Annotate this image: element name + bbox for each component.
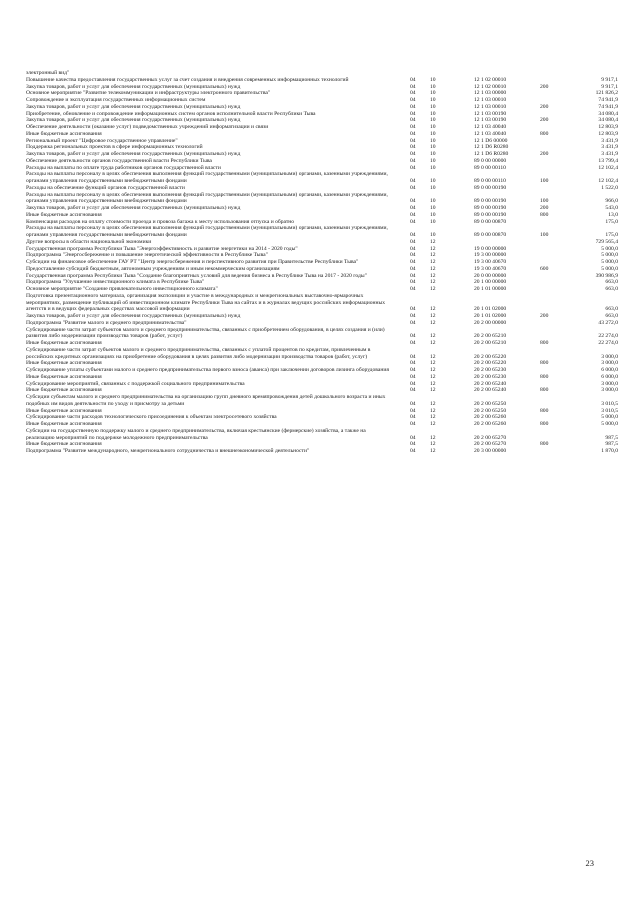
table-row <box>26 414 622 421</box>
table-row <box>26 394 622 408</box>
row-target-article: 19 3 00 40670 <box>474 259 507 265</box>
row-target-article: 19 0 00 00000 <box>474 245 507 252</box>
row-section: 04 <box>410 178 416 184</box>
row-section: 04 <box>410 360 416 367</box>
row-name: Основное мероприятие "Развитие телекоммуникации и инфраструктуры электронного правительства" <box>26 90 271 97</box>
row-amount: 5 000,0 <box>601 259 618 265</box>
row-amount: 74 941,9 <box>598 103 618 110</box>
row-name: Сопровождение и эксплуатация государственных информационных систем <box>26 97 206 103</box>
row-name: Иные бюджетные ассигнования <box>26 340 102 346</box>
row-target-article: 89 0 00 00000 <box>474 157 507 164</box>
row-target-article: 12 1 03 00190 <box>474 117 507 124</box>
row-expense-type: 200 <box>540 117 549 124</box>
row-amount: 34 080,4 <box>598 110 618 117</box>
table-row <box>26 158 622 165</box>
row-section: 04 <box>410 205 416 211</box>
row-subsection: 12 <box>430 313 436 319</box>
budget-table <box>26 70 622 455</box>
row-name: Иные бюджетные ассигнования <box>26 387 102 394</box>
row-section: 04 <box>410 380 416 387</box>
row-target-article: 12 1 03 00010 <box>474 103 507 110</box>
row-target-article: 12 1 03 00190 <box>474 110 507 117</box>
row-section: 04 <box>410 164 416 171</box>
row-amount: 543,0 <box>605 205 618 211</box>
row-section: 04 <box>410 279 416 286</box>
row-target-article: 20 2 00 65250 <box>474 400 507 407</box>
row-amount: 5 000,0 <box>601 265 618 272</box>
table-row <box>26 192 622 206</box>
table-row <box>26 340 622 347</box>
row-section: 04 <box>410 373 416 380</box>
row-name: Субсидирование мероприятий, связанных с поддержкой социального предпринимательства <box>26 380 245 387</box>
row-amount: 22 274,0 <box>598 333 618 340</box>
row-name: Подпрограмма "Развитие малого и среднего предпринимательства" <box>26 319 187 326</box>
row-subsection: 10 <box>430 76 436 83</box>
row-name: Обеспечение деятельности (оказание услуг) подведомственных учреждений информатизации и связи <box>26 124 269 130</box>
row-target-article: 20 1 01 02000 <box>474 306 507 313</box>
row-subsection: 10 <box>430 211 436 218</box>
row-name: Подпрограмма "Развитие международного, межрегионального сотрудничества и внешнеэкономической деятельности" <box>26 448 310 454</box>
row-amount: 966,0 <box>605 198 618 205</box>
table-row <box>26 124 622 131</box>
row-name: Закупка товаров, работ и услуг для обеспечения государственных (муниципальных) нужд <box>26 151 241 157</box>
row-name: Обеспечение деятельности органов государственной власти Республики Тыва <box>26 157 212 164</box>
row-section: 04 <box>410 319 416 326</box>
row-subsection: 12 <box>430 238 436 245</box>
row-target-article: 89 0 00 00190 <box>474 211 507 218</box>
row-section: 04 <box>410 421 416 427</box>
table-row <box>26 428 622 442</box>
row-amount: 663,0 <box>605 313 618 319</box>
row-target-article: 89 0 00 00190 <box>474 184 507 191</box>
table-row <box>26 374 622 381</box>
row-target-article: 12 1 03 00000 <box>474 90 507 97</box>
row-name: Основное мероприятие "Создание привлекательного инвестиционного климата" <box>26 286 218 292</box>
row-target-article: 89 0 00 00190 <box>474 198 507 205</box>
row-amount: 5 000,0 <box>601 414 618 421</box>
row-expense-type: 200 <box>540 83 549 90</box>
row-section: 04 <box>410 272 416 279</box>
table-row <box>26 131 622 138</box>
row-target-article: 20 0 00 00000 <box>474 272 507 279</box>
row-section: 04 <box>410 286 416 292</box>
row-subsection: 10 <box>430 124 436 130</box>
table-row <box>26 327 622 341</box>
row-expense-type: 200 <box>540 103 549 110</box>
row-subsection: 10 <box>430 164 436 171</box>
row-target-article: 12 1 03 40040 <box>474 124 507 130</box>
table-row <box>26 320 622 327</box>
table-row <box>26 259 622 266</box>
row-section: 04 <box>410 97 416 103</box>
row-section: 04 <box>410 110 416 117</box>
table-row <box>26 448 622 455</box>
row-section: 04 <box>410 340 416 346</box>
row-name: Расходы на выплаты персоналу в целях обеспечения выполнения функций государственными (муниципальными) органами, казенными учреждениями, органами управления государственными внебюджетными фондами <box>26 225 388 238</box>
row-amount: 22 274,0 <box>598 340 618 346</box>
table-row <box>26 367 622 374</box>
row-subsection: 12 <box>430 259 436 265</box>
row-expense-type: 800 <box>540 360 549 367</box>
row-section: 04 <box>410 238 416 245</box>
row-target-article: 20 2 00 65210 <box>474 333 507 340</box>
row-section: 04 <box>410 232 416 238</box>
row-subsection: 10 <box>430 184 436 191</box>
row-expense-type: 100 <box>540 198 549 205</box>
row-section: 04 <box>410 414 416 421</box>
row-subsection: 10 <box>430 151 436 157</box>
row-expense-type: 800 <box>540 407 549 414</box>
row-target-article: 12 1 D6 R0280 <box>474 151 509 157</box>
row-target-article: 19 3 00 40670 <box>474 265 507 272</box>
table-row <box>26 252 622 259</box>
row-name: Государственная программа Республики Тыва "Энергоэффективность и развитие энергетики на 2014 - 2020 годы" <box>26 245 298 252</box>
row-subsection: 10 <box>430 83 436 90</box>
row-amount: 12 803,9 <box>598 124 618 130</box>
row-name: Закупка товаров, работ и услуг для обеспечения государственных (муниципальных) нужд <box>26 205 241 211</box>
row-section: 04 <box>410 198 416 205</box>
row-amount: 9 917,1 <box>601 83 618 90</box>
row-amount: 987,5 <box>605 434 618 441</box>
row-expense-type: 100 <box>540 232 549 238</box>
row-section: 04 <box>410 130 416 137</box>
row-name: Иные бюджетные ассигнования <box>26 421 102 427</box>
row-amount: 3 000,0 <box>601 353 618 360</box>
row-subsection: 12 <box>430 306 436 313</box>
row-amount: 1 522,0 <box>601 184 618 191</box>
row-name: Региональный проект "Цифровое государственное управление" <box>26 137 178 144</box>
row-target-article: 20 3 00 00000 <box>474 448 507 454</box>
table-row <box>26 347 622 361</box>
row-amount: 3 431,9 <box>601 137 618 144</box>
row-target-article: 20 2 00 65260 <box>474 421 507 427</box>
row-target-article: 89 0 00 00870 <box>474 232 507 238</box>
row-target-article: 20 2 00 65260 <box>474 414 507 421</box>
table-row <box>26 104 622 111</box>
row-subsection: 12 <box>430 414 436 421</box>
row-expense-type: 200 <box>540 313 549 319</box>
row-subsection: 10 <box>430 178 436 184</box>
row-section: 04 <box>410 441 416 448</box>
row-section: 04 <box>410 387 416 394</box>
row-amount: 43 272,0 <box>598 319 618 326</box>
row-target-article: 20 2 00 65230 <box>474 373 507 380</box>
table-row <box>26 381 622 388</box>
row-expense-type: 800 <box>540 387 549 394</box>
row-target-article: 12 1 03 40040 <box>474 130 507 137</box>
row-name: Иные бюджетные ассигнования <box>26 130 102 137</box>
row-name: Закупка товаров, работ и услуг для обеспечения государственных (муниципальных) нужд <box>26 117 241 124</box>
row-target-article: 89 0 00 00110 <box>474 164 506 171</box>
row-subsection: 10 <box>430 157 436 164</box>
row-target-article: 19 3 00 00000 <box>474 252 507 259</box>
page-number: 23 <box>585 858 594 868</box>
row-amount: 175,0 <box>605 218 618 225</box>
table-row <box>26 239 622 246</box>
row-name: электронный вид" <box>26 70 70 76</box>
row-target-article: 20 2 00 65220 <box>474 360 507 367</box>
row-amount: 729 565,4 <box>595 238 618 245</box>
row-target-article: 89 0 00 00110 <box>474 178 506 184</box>
row-section: 04 <box>410 259 416 265</box>
row-subsection: 10 <box>430 90 436 97</box>
row-section: 04 <box>410 137 416 144</box>
row-subsection: 10 <box>430 117 436 124</box>
row-amount: 6 000,0 <box>601 373 618 380</box>
row-name: Поддержка региональных проектов в сфере информационных технологий <box>26 144 203 151</box>
row-subsection: 12 <box>430 407 436 414</box>
row-subsection: 12 <box>430 448 436 454</box>
row-name: Субсидии субъектам малого и среднего предпринимательства на организацию групп дневного времяпровождения детей дошкольного возраста и иных подобных им видов деятельности по уходу и присмотру за детьми <box>26 394 386 407</box>
row-name: Субсидирование уплаты субъектами малого и среднего предпринимательства первого взноса (аванса) при заключении договоров лизинга оборудования <box>26 367 389 373</box>
row-name: Предоставление субсидий бюджетным, автономным учреждениям и иным некоммерческим организациям <box>26 265 280 272</box>
row-amount: 5 000,0 <box>601 245 618 252</box>
row-subsection: 10 <box>430 205 436 211</box>
row-target-article: 20 2 00 65270 <box>474 434 507 441</box>
row-subsection: 12 <box>430 265 436 272</box>
row-amount: 12 102,4 <box>598 178 618 184</box>
row-target-article: 12 1 D6 00000 <box>474 137 508 144</box>
row-subsection: 10 <box>430 144 436 151</box>
row-amount: 987,5 <box>605 441 618 448</box>
table-row <box>26 117 622 124</box>
row-expense-type: 800 <box>540 130 549 137</box>
row-name: Субсидии на государственную поддержку малого и среднего предпринимательства, включая крестьянские (фермерские) хозяйства, а также на реализацию мероприятий по поддержке молодежного предпринимательства <box>26 427 366 441</box>
row-subsection: 10 <box>430 130 436 137</box>
row-target-article: 20 2 00 65240 <box>474 387 507 394</box>
table-row <box>26 360 622 367</box>
row-target-article: 12 1 02 00010 <box>474 76 507 83</box>
row-amount: 390 986,9 <box>595 272 618 279</box>
row-amount: 5 000,0 <box>601 421 618 427</box>
row-target-article: 20 2 00 65220 <box>474 353 507 360</box>
row-name: Подпрограмма "Энергосбережение и повышение энергетической эффективности в Республике Тыва" <box>26 252 268 259</box>
row-subsection: 10 <box>430 97 436 103</box>
row-amount: 5 000,0 <box>601 252 618 259</box>
row-subsection: 12 <box>430 373 436 380</box>
table-row <box>26 212 622 219</box>
row-section: 04 <box>410 103 416 110</box>
row-expense-type: 800 <box>540 441 549 448</box>
table-row <box>26 266 622 273</box>
row-amount: 12 102,4 <box>598 164 618 171</box>
row-section: 04 <box>410 400 416 407</box>
row-amount: 3 010,5 <box>601 400 618 407</box>
table-row <box>26 97 622 104</box>
row-subsection: 12 <box>430 353 436 360</box>
row-section: 04 <box>410 245 416 252</box>
row-target-article: 20 1 00 00000 <box>474 279 507 286</box>
row-amount: 663,0 <box>605 279 618 286</box>
row-target-article: 20 1 01 02000 <box>474 313 507 319</box>
row-name: Повышение качества предоставления государственных услуг за счет создания и внедрения современных информационных технологий <box>26 76 349 83</box>
row-expense-type: 200 <box>540 205 549 211</box>
table-row <box>26 286 622 293</box>
row-name: Субсидирование части затрат субъектов малого и среднего предпринимательства, связанных с уплатой процентов по кредитам, привлеченным в российских кредитных организациях на приобретение оборудования в целях развития либо модернизации производства товаров (работ, услуг) <box>26 346 371 360</box>
row-name: Подпрограмма "Улучшение инвестиционного климата в Республике Тыва" <box>26 279 205 286</box>
row-section: 04 <box>410 211 416 218</box>
row-name: Подготовка презентационного материала, организация экспозиции и участие в международных и межрегиональных выставочно-ярмарочных мероприятиях, размещение публикаций об инвестиционном климате Республики Тыва на сайтах и в журналах ведущих российских информационных агентств и в ведущих федеральных средствах массовой информации <box>26 292 386 313</box>
row-amount: 3 431,9 <box>601 151 618 157</box>
row-section: 04 <box>410 367 416 373</box>
row-subsection: 12 <box>430 360 436 367</box>
row-section: 04 <box>410 313 416 319</box>
row-amount: 13 799,4 <box>598 157 618 164</box>
row-amount: 6 000,0 <box>601 367 618 373</box>
row-name: Субсидирование части расходов технологического присоединения к объектам электросетевого хозяйства <box>26 414 277 421</box>
row-subsection: 12 <box>430 380 436 387</box>
row-amount: 74 941,9 <box>598 97 618 103</box>
row-section: 04 <box>410 353 416 360</box>
row-target-article: 89 0 00 00190 <box>474 205 507 211</box>
row-subsection: 12 <box>430 340 436 346</box>
row-target-article: 89 0 00 00870 <box>474 218 507 225</box>
row-subsection: 10 <box>430 232 436 238</box>
row-name: Приобретение, обновление и сопровождение информационных систем органов исполнительной власти Республики Тыва <box>26 110 316 117</box>
row-name: Иные бюджетные ассигнования <box>26 211 102 218</box>
table-row <box>26 441 622 448</box>
row-name: Иные бюджетные ассигнования <box>26 441 102 448</box>
row-section: 04 <box>410 83 416 90</box>
row-subsection: 10 <box>430 218 436 225</box>
row-target-article: 20 2 00 65250 <box>474 407 507 414</box>
row-section: 04 <box>410 252 416 259</box>
row-expense-type: 800 <box>540 211 549 218</box>
row-target-article: 20 1 01 00000 <box>474 286 507 292</box>
row-subsection: 12 <box>430 434 436 441</box>
row-amount: 3 000,0 <box>601 360 618 367</box>
row-subsection: 12 <box>430 400 436 407</box>
table-row <box>26 151 622 158</box>
row-name: Субсидии на финансовое обеспечение ГАУ РТ "Центр энергосбережения и перспективного развития при Правительстве Республики Тыва" <box>26 259 359 265</box>
row-section: 04 <box>410 151 416 157</box>
row-expense-type: 200 <box>540 151 549 157</box>
row-section: 04 <box>410 90 416 97</box>
row-name: Закупка товаров, работ и услуг для обеспечения государственных (муниципальных) нужд <box>26 313 241 319</box>
row-subsection: 12 <box>430 245 436 252</box>
row-name: Расходы на выплаты по оплате труда работников органов государственной власти <box>26 164 221 171</box>
row-amount: 3 000,0 <box>601 380 618 387</box>
row-section: 04 <box>410 333 416 340</box>
row-amount: 3 010,5 <box>601 407 618 414</box>
table-row <box>26 77 622 84</box>
row-subsection: 10 <box>430 103 436 110</box>
row-subsection: 12 <box>430 286 436 292</box>
table-row <box>26 205 622 212</box>
table-row <box>26 70 622 77</box>
table-row <box>26 185 622 192</box>
row-subsection: 12 <box>430 272 436 279</box>
row-section: 04 <box>410 434 416 441</box>
row-name: Субсидирование части затрат субъектов малого и среднего предпринимательства, связанных с приобретением оборудования, в целях создания и (или) развития либо модернизации производства товаров (работ, услуг) <box>26 326 385 340</box>
row-name: Иные бюджетные ассигнования <box>26 373 102 380</box>
row-expense-type: 800 <box>540 340 549 346</box>
row-amount: 663,0 <box>605 286 618 292</box>
row-section: 04 <box>410 407 416 414</box>
row-subsection: 12 <box>430 387 436 394</box>
row-section: 04 <box>410 184 416 191</box>
row-target-article: 20 2 00 65270 <box>474 441 507 448</box>
row-target-article: 20 2 00 65240 <box>474 380 507 387</box>
row-subsection: 12 <box>430 333 436 340</box>
row-section: 04 <box>410 157 416 164</box>
row-amount: 121 826,2 <box>595 90 618 97</box>
table-row <box>26 313 622 320</box>
row-amount: 1 870,0 <box>601 448 618 454</box>
row-subsection: 12 <box>430 252 436 259</box>
row-section: 04 <box>410 144 416 151</box>
row-section: 04 <box>410 265 416 272</box>
row-subsection: 12 <box>430 421 436 427</box>
row-amount: 3 000,0 <box>601 387 618 394</box>
row-section: 04 <box>410 124 416 130</box>
row-amount: 3 431,9 <box>601 144 618 151</box>
row-target-article: 12 1 02 00010 <box>474 83 507 90</box>
row-name: Иные бюджетные ассигнования <box>26 407 102 414</box>
row-subsection: 10 <box>430 110 436 117</box>
row-subsection: 12 <box>430 367 436 373</box>
row-name: Другие вопросы в области национальной экономики <box>26 238 152 245</box>
row-subsection: 12 <box>430 279 436 286</box>
table-row <box>26 171 622 185</box>
row-section: 04 <box>410 76 416 83</box>
row-target-article: 20 2 00 65210 <box>474 340 507 346</box>
row-target-article: 20 2 00 00000 <box>474 319 507 326</box>
row-expense-type: 100 <box>540 178 549 184</box>
row-amount: 34 080,4 <box>598 117 618 124</box>
row-name: Компенсация расходов на оплату стоимости проезда и провоза багажа к месту использования отпуска и обратно <box>26 218 295 225</box>
row-name: Расходы на выплаты персоналу в целях обеспечения выполнения функций государственными (муниципальными) органами, казенными учреждениями, органами управления государственными внебюджетными фондами <box>26 191 388 205</box>
table-row <box>26 387 622 394</box>
table-row <box>26 279 622 286</box>
row-target-article: 12 1 D6 R0280 <box>474 144 509 151</box>
table-row <box>26 293 622 313</box>
row-expense-type: 800 <box>540 373 549 380</box>
table-row <box>26 90 622 97</box>
row-section: 04 <box>410 218 416 225</box>
row-subsection: 12 <box>430 441 436 448</box>
row-expense-type: 600 <box>540 265 549 272</box>
row-name: Расходы на обеспечение функций органов государственной власти <box>26 184 185 191</box>
row-target-article: 20 2 00 65230 <box>474 367 507 373</box>
row-subsection: 10 <box>430 198 436 205</box>
row-amount: 663,0 <box>605 306 618 313</box>
row-section: 04 <box>410 117 416 124</box>
row-section: 04 <box>410 448 416 454</box>
row-section: 04 <box>410 306 416 313</box>
row-name: Закупка товаров, работ и услуг для обеспечения государственных (муниципальных) нужд <box>26 103 241 110</box>
row-amount: 13,0 <box>608 211 618 218</box>
row-amount: 9 917,1 <box>601 76 618 83</box>
row-name: Расходы на выплаты персоналу в целях обеспечения выполнения функций государственными (муниципальными) органами, казенными учреждениями, органами управления государственными внебюджетными фондами <box>26 171 388 184</box>
row-expense-type: 800 <box>540 421 549 427</box>
table-row <box>26 144 622 151</box>
row-name: Иные бюджетные ассигнования <box>26 360 102 367</box>
row-subsection: 10 <box>430 137 436 144</box>
row-name: Государственная программа Республики Тыва "Создание благоприятных условий для ведения бизнеса в Республике Тыва на 2017 - 2020 годы" <box>26 272 367 279</box>
row-target-article: 12 1 03 00010 <box>474 97 507 103</box>
row-amount: 12 803,9 <box>598 130 618 137</box>
row-subsection: 12 <box>430 319 436 326</box>
row-amount: 175,0 <box>605 232 618 238</box>
row-name: Закупка товаров, работ и услуг для обеспечения государственных (муниципальных) нужд <box>26 83 241 90</box>
table-row <box>26 421 622 428</box>
table-row <box>26 225 622 239</box>
